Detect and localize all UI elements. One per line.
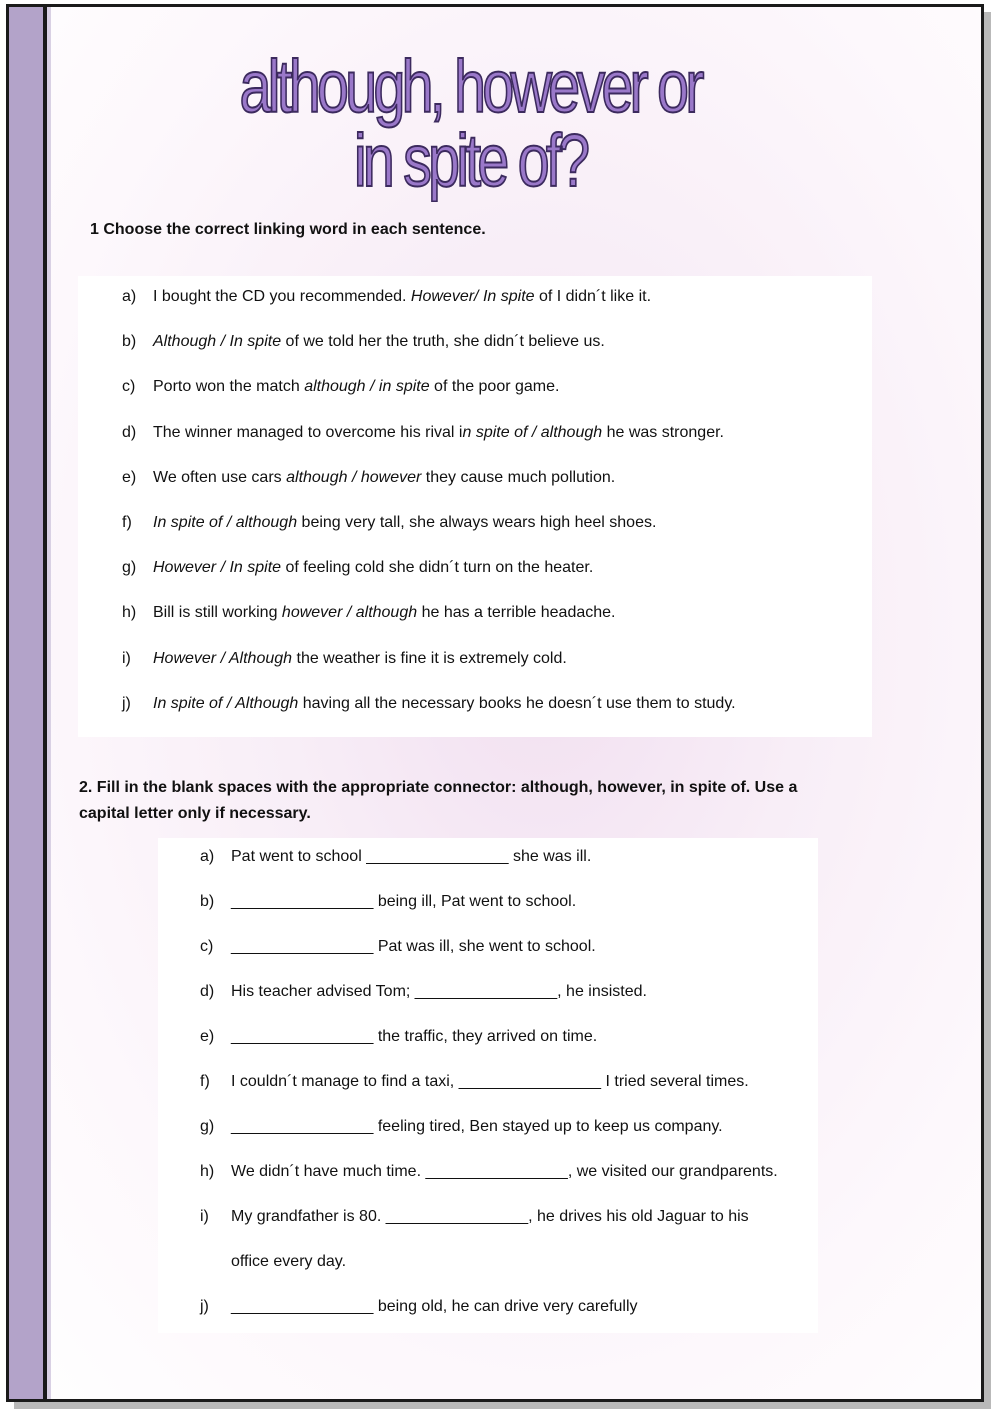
linking-word-options[interactable]: although / however xyxy=(286,468,422,486)
fill-in-sentence[interactable]: His teacher advised Tom; ________________, he insisted. xyxy=(231,983,647,1000)
item-sentence xyxy=(153,469,615,487)
item-letter: a) xyxy=(200,848,215,865)
fill-in-sentence[interactable]: ________________ Pat was ill, she went to school. xyxy=(231,938,596,955)
item-letter: i) xyxy=(122,649,131,667)
page-shadow-right xyxy=(984,12,991,1409)
sentence-text: being very tall, she always wears high heel shoes. xyxy=(297,514,657,531)
sentence-text: the weather is fine it is extremely cold. xyxy=(292,649,567,667)
page-shadow-bottom xyxy=(14,1402,986,1409)
item-letter: e) xyxy=(200,1028,215,1045)
fill-in-sentence[interactable]: I couldn´t manage to find a taxi, ________________ I tried several times. xyxy=(231,1073,749,1090)
sentence-text: Bill is still working xyxy=(153,604,282,622)
item-letter: b) xyxy=(122,333,137,351)
linking-word-options[interactable]: In spite of / Although xyxy=(153,694,299,712)
section1-exercise-box xyxy=(78,276,872,737)
linking-word-options[interactable]: although / in spite xyxy=(304,378,430,396)
section1-heading: 1 Choose the correct linking word in each sentence. xyxy=(90,221,486,238)
linking-word-options[interactable]: Although / In spite xyxy=(153,333,282,351)
sentence-text: The winner managed to overcome his rival i xyxy=(153,423,463,441)
sentence-text: of feeling cold she didn´t turn on the heater. xyxy=(281,559,594,577)
fill-in-sentence[interactable]: ________________ the traffic, they arrived on time. xyxy=(231,1028,598,1045)
linking-word-options[interactable]: However / Although xyxy=(153,649,293,667)
item-letter: c) xyxy=(200,938,214,955)
fill-in-sentence[interactable]: ________________ being ill, Pat went to school. xyxy=(231,893,577,910)
item-letter: c) xyxy=(122,378,136,396)
linking-word-options[interactable]: In spite of / although xyxy=(153,514,298,531)
fill-in-sentence[interactable]: Pat went to school ________________ she was ill. xyxy=(231,848,592,865)
item-letter: j) xyxy=(200,1298,209,1315)
item-letter: d) xyxy=(122,423,137,441)
sentence-text: they cause much pollution. xyxy=(421,468,616,486)
item-sentence xyxy=(153,333,605,351)
item-sentence xyxy=(153,288,651,306)
sentence-text: he was stronger. xyxy=(602,423,724,441)
linking-word-options[interactable]: However/ In spite xyxy=(410,288,535,305)
section2-heading: 2. Fill in the blank spaces with the appropriate connector: although, however, in spite of. Use a capital letter only if necessary. xyxy=(79,779,798,822)
left-stripe-shadow xyxy=(47,7,51,1399)
item-sentence xyxy=(153,424,724,442)
sentence-text: Porto won the match xyxy=(153,378,305,396)
fill-in-sentence[interactable]: office every day. xyxy=(231,1253,347,1270)
left-border-stripe xyxy=(9,7,47,1399)
item-letter: a) xyxy=(122,288,137,305)
sentence-text: I bought the CD you recommended. xyxy=(153,288,411,305)
sentence-text: We often use cars xyxy=(153,468,287,486)
sentence-text: of I didn´t like it. xyxy=(534,288,652,305)
item-letter: b) xyxy=(200,893,215,910)
item-letter: i) xyxy=(200,1208,209,1225)
item-sentence xyxy=(153,604,615,622)
item-sentence xyxy=(153,378,559,396)
item-sentence xyxy=(153,650,567,668)
item-letter: g) xyxy=(200,1118,215,1135)
sentence-text: of the poor game. xyxy=(429,378,560,396)
worksheet-title: although, however or in spite of? xyxy=(239,45,701,202)
linking-word-options[interactable]: however / although xyxy=(281,604,418,622)
fill-in-sentence[interactable]: We didn´t have much time. ________________, we visited our grandparents. xyxy=(231,1163,778,1180)
fill-in-sentence[interactable]: My grandfather is 80. ________________, he drives his old Jaguar to his xyxy=(231,1208,749,1225)
fill-in-sentence[interactable]: ________________ being old, he can drive very carefully xyxy=(231,1298,638,1315)
linking-word-options[interactable]: However / In spite xyxy=(153,559,282,577)
section2-exercise-box xyxy=(158,838,818,1333)
sentence-text: he has a terrible headache. xyxy=(417,604,616,622)
item-letter: e) xyxy=(122,468,137,486)
item-letter: g) xyxy=(122,559,137,577)
linking-word-options[interactable]: n spite of / although xyxy=(462,423,603,441)
fill-in-sentence[interactable]: ________________ feeling tired, Ben stayed up to keep us company. xyxy=(231,1118,723,1135)
item-letter: d) xyxy=(200,983,215,1000)
item-letter: j) xyxy=(122,694,131,712)
item-letter: h) xyxy=(200,1163,215,1180)
item-letter: f) xyxy=(122,514,132,531)
sentence-text: of we told her the truth, she didn´t believe us. xyxy=(281,333,605,351)
sentence-text: having all the necessary books he doesn´t use them to study. xyxy=(298,694,736,712)
item-letter: h) xyxy=(122,604,137,622)
item-letter: f) xyxy=(200,1073,210,1090)
item-sentence xyxy=(153,514,656,532)
item-sentence xyxy=(153,559,593,577)
item-sentence xyxy=(153,695,736,713)
